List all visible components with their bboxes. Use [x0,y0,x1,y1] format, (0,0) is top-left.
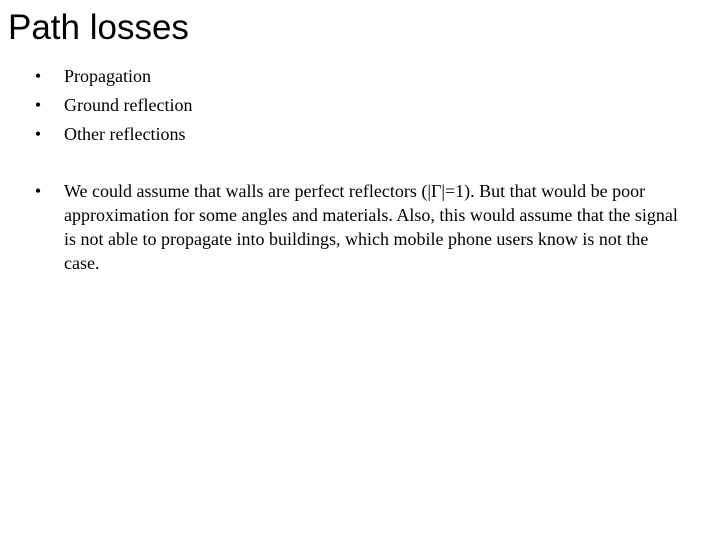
list-item-text: Other reflections [64,124,186,144]
list-item [28,91,192,120]
bullet-icon: • [34,95,42,115]
list-item-text: Propagation [64,66,151,86]
note-text: We could assume that walls are perfect reflectors (|Γ|=1). But that would be poor approximation for some angles and materials. Also, this would assume that the signal is not able to propagate into buildings, which mobile phone users know is not the case. [64,181,678,273]
bullet-icon: • [34,181,42,201]
list-item [28,62,192,91]
list-item-text: Ground reflection [64,95,193,115]
list-item [28,179,688,275]
note-list [28,179,688,275]
list-item [28,120,192,149]
loss-types-list [28,62,192,149]
bullet-icon: • [34,66,42,86]
slide-title: Path losses [8,8,189,47]
bullet-icon: • [34,124,42,144]
